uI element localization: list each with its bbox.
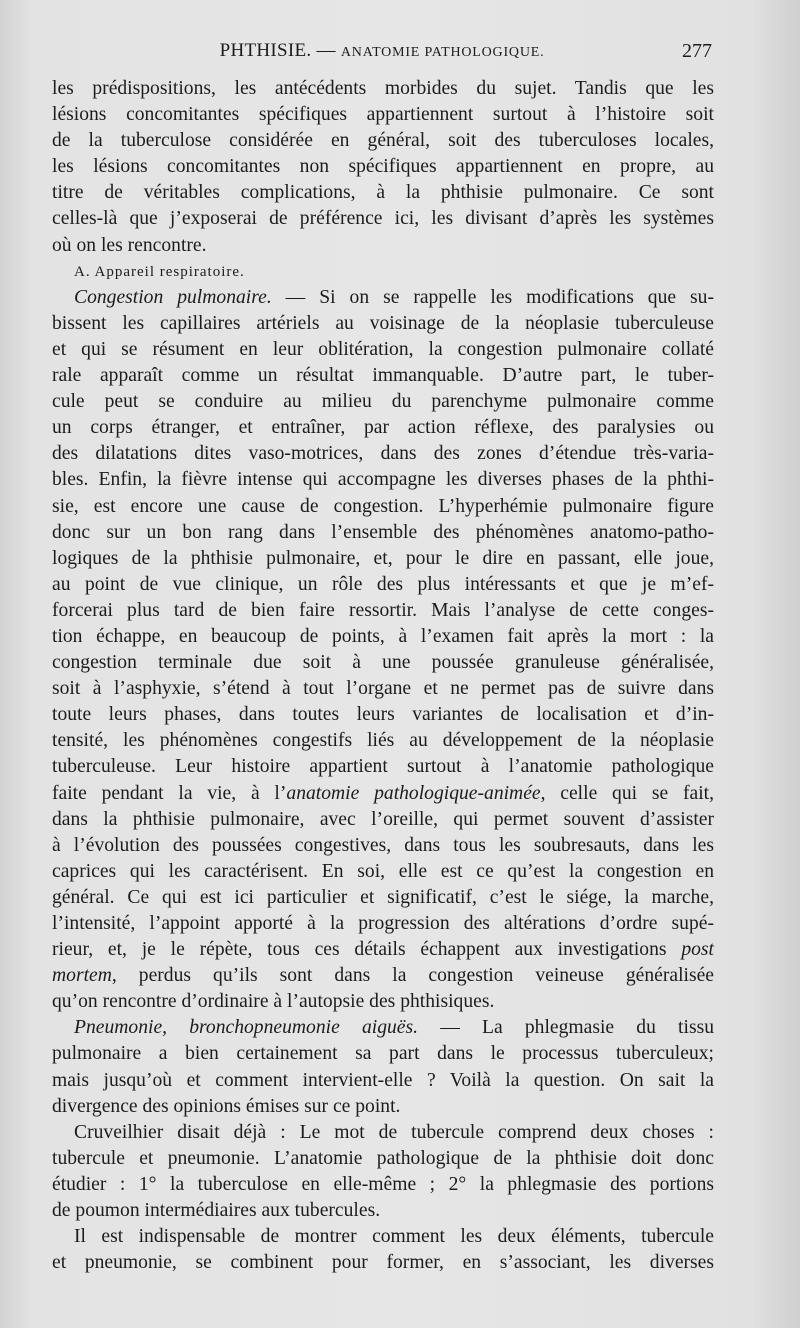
running-title: [52, 40, 712, 62]
text-segment: A. Appareil respiratoire.: [74, 263, 245, 280]
italic-text: mortem: [52, 965, 112, 987]
text-segment: sie, est encore une cause de congestion. L’hyperhémie pulmonaire figure: [52, 495, 714, 517]
text-line: [52, 1198, 714, 1224]
text-line: [52, 598, 714, 624]
text-segment: un corps étranger, et entraîner, par action réflexe, des paralysies ou: [52, 417, 714, 439]
text-segment: toute leurs phases, dans toutes leurs variantes de localisation et d’in-: [52, 704, 714, 726]
text-line: [52, 311, 714, 337]
text-segment: soit à l’asphyxie, s’étend à tout l’organe et ne permet pas de suivre dans: [52, 678, 714, 700]
text-segment: Il est indispensable de montrer comment les deux éléments, tubercule: [74, 1226, 714, 1248]
text-segment: général. Ce qui est ici particulier et significatif, c’est le siége, la marche,: [52, 886, 714, 908]
text-line: [52, 624, 714, 650]
text-line: [52, 989, 714, 1015]
text-line: [52, 1250, 714, 1276]
text-segment: à l’évolution des poussées congestives, dans tous les soubresauts, dans les: [52, 834, 714, 856]
text-segment: tuberculeuse. Leur histoire appartient surtout à l’anatomie pathologique: [52, 756, 714, 778]
text-segment: dans la phthisie pulmonaire, avec l’oreille, qui permet souvent d’assister: [52, 808, 714, 830]
italic-text: post: [681, 939, 714, 961]
text-line: [52, 363, 714, 389]
text-segment: — Si on se rappelle les modifications que su-: [271, 286, 714, 308]
text-line: [52, 754, 714, 780]
text-line: [52, 572, 714, 598]
text-segment: qu’on rencontre d’ordinaire à l’autopsie des phthisiques.: [52, 991, 495, 1013]
text-line: [52, 337, 714, 363]
text-line: [52, 937, 714, 963]
text-line: [52, 807, 714, 833]
text-segment: cule peut se conduire au milieu du parenchyme pulmonaire comme: [52, 391, 714, 413]
italic-text: Pneumonie, bronchopneumonie aiguës.: [74, 1017, 419, 1039]
text-line: [52, 650, 714, 676]
text-segment: donc sur un bon rang dans l’ensemble des phénomènes anatomo-patho-: [52, 521, 714, 543]
text-segment: lésions concomitantes spécifiques appartiennent surtout à l’histoire soit: [52, 104, 714, 126]
text-segment: divergence des opinions émises sur ce point.: [52, 1095, 401, 1117]
running-header: [52, 40, 712, 70]
text-line: [52, 1015, 714, 1041]
text-line: [52, 859, 714, 885]
text-segment: tubercule et pneumonie. L’anatomie pathologique de la phthisie doit donc: [52, 1147, 714, 1169]
text-line: [52, 389, 714, 415]
text-segment: bles. Enfin, la fièvre intense qui accompagne les diverses phases de la phthi-: [52, 469, 714, 491]
text-segment: Cruveilhier disait déjà : Le mot de tubercule comprend deux choses :: [74, 1121, 714, 1143]
section-heading: [52, 259, 714, 285]
text-segment: et pneumonie, se combinent pour former, en s’associant, les diverses: [52, 1252, 714, 1274]
text-line: [52, 963, 714, 989]
text-segment: — La phlegmasie du tissu: [418, 1017, 714, 1039]
text-line: [52, 180, 714, 206]
text-line: [52, 676, 714, 702]
text-line: [52, 911, 714, 937]
text-segment: caprices qui les caractérisent. En soi, elle est ce qu’est la congestion en: [52, 860, 714, 882]
text-segment: faite pendant la vie, à l’: [52, 782, 287, 804]
text-segment: les lésions concomitantes non spécifiques appartiennent en propre, au: [52, 156, 714, 178]
text-line: [52, 702, 714, 728]
text-line: [52, 1041, 714, 1067]
text-line: [52, 1172, 714, 1198]
text-line: [52, 520, 714, 546]
text-line: [52, 1120, 714, 1146]
text-segment: l’intensité, l’appoint apporté à la progression des altérations d’ordre supé-: [52, 913, 714, 934]
text-line: [52, 1094, 714, 1120]
text-segment: des dilatations dites vaso-motrices, dans des zones d’étendue très-varia-: [52, 443, 714, 465]
text-line: [52, 1224, 714, 1250]
text-segment: mais jusqu’où et comment intervient-elle ? Voilà la question. On sait la: [52, 1069, 714, 1091]
text-line: [52, 1068, 714, 1094]
running-title-main: PHTHISIE. —: [219, 40, 341, 61]
text-segment: pulmonaire a bien certainement sa part dans le processus tuberculeux;: [52, 1043, 714, 1065]
text-segment: et qui se résument en leur oblitération, la congestion pulmonaire collaté: [52, 338, 714, 360]
text-line: [52, 154, 714, 180]
text-line: [52, 102, 714, 128]
text-segment: de la tuberculose considérée en général, soit des tuberculoses locales,: [52, 130, 714, 152]
text-segment: de poumon intermédiaires aux tubercules.: [52, 1200, 381, 1222]
text-line: [52, 885, 714, 911]
text-segment: au point de vue clinique, un rôle des plus intéressants et que je m’ef-: [52, 573, 714, 595]
text-line: [52, 128, 714, 154]
italic-text: Congestion pulmonaire.: [74, 286, 272, 308]
italic-text: anatomie pathologique-animée: [286, 782, 541, 804]
text-line: [52, 781, 714, 807]
text-line: [52, 833, 714, 859]
body-text: [52, 76, 714, 1276]
text-segment: rale apparaît comme un résultat immanquable. D’autre part, le tuber-: [52, 365, 714, 387]
page-number: 277: [682, 40, 712, 62]
text-segment: étudier : 1° la tuberculose en elle-même ; 2° la phlegmasie des portions: [52, 1173, 714, 1195]
text-segment: bissent les capillaires artériels au voisinage de la néoplasie tuberculeuse: [52, 312, 714, 334]
text-line: [52, 233, 714, 259]
text-line: [52, 1146, 714, 1172]
text-line: [52, 494, 714, 520]
running-title-sub: ANATOMIE PATHOLOGIQUE.: [340, 45, 545, 60]
text-line: [52, 467, 714, 493]
text-segment: titre de véritables complications, à la phthisie pulmonaire. Ce sont: [52, 182, 714, 204]
text-line: [52, 546, 714, 572]
text-segment: , perdus qu’ils sont dans la congestion veineuse généralisée: [111, 965, 714, 987]
text-line: [52, 415, 714, 441]
text-segment: tion échappe, en beaucoup de points, à l’examen fait après la mort : la: [52, 625, 714, 647]
text-line: [52, 206, 714, 232]
text-segment: les prédispositions, les antécédents morbides du sujet. Tandis que les: [52, 78, 714, 99]
text-line: [52, 285, 714, 311]
text-segment: , celle qui se fait,: [540, 782, 714, 804]
text-segment: logiques de la phthisie pulmonaire, et, pour le dire en passant, elle joue,: [52, 547, 714, 569]
text-segment: rieur, et, je le répète, tous ces détails échappent aux investigations: [52, 939, 682, 961]
text-line: [52, 728, 714, 754]
text-line: [52, 441, 714, 467]
text-segment: celles-là que j’exposerai de préférence ici, les divisant d’après les systèmes: [52, 208, 714, 230]
text-segment: congestion terminale due soit à une poussée granuleuse généralisée,: [52, 652, 714, 674]
text-line: [52, 76, 714, 102]
text-segment: où on les rencontre.: [52, 234, 207, 256]
text-segment: tensité, les phénomènes congestifs liés au développement de la néoplasie: [52, 730, 714, 752]
text-segment: forcerai plus tard de bien faire ressortir. Mais l’analyse de cette conges-: [52, 599, 714, 621]
